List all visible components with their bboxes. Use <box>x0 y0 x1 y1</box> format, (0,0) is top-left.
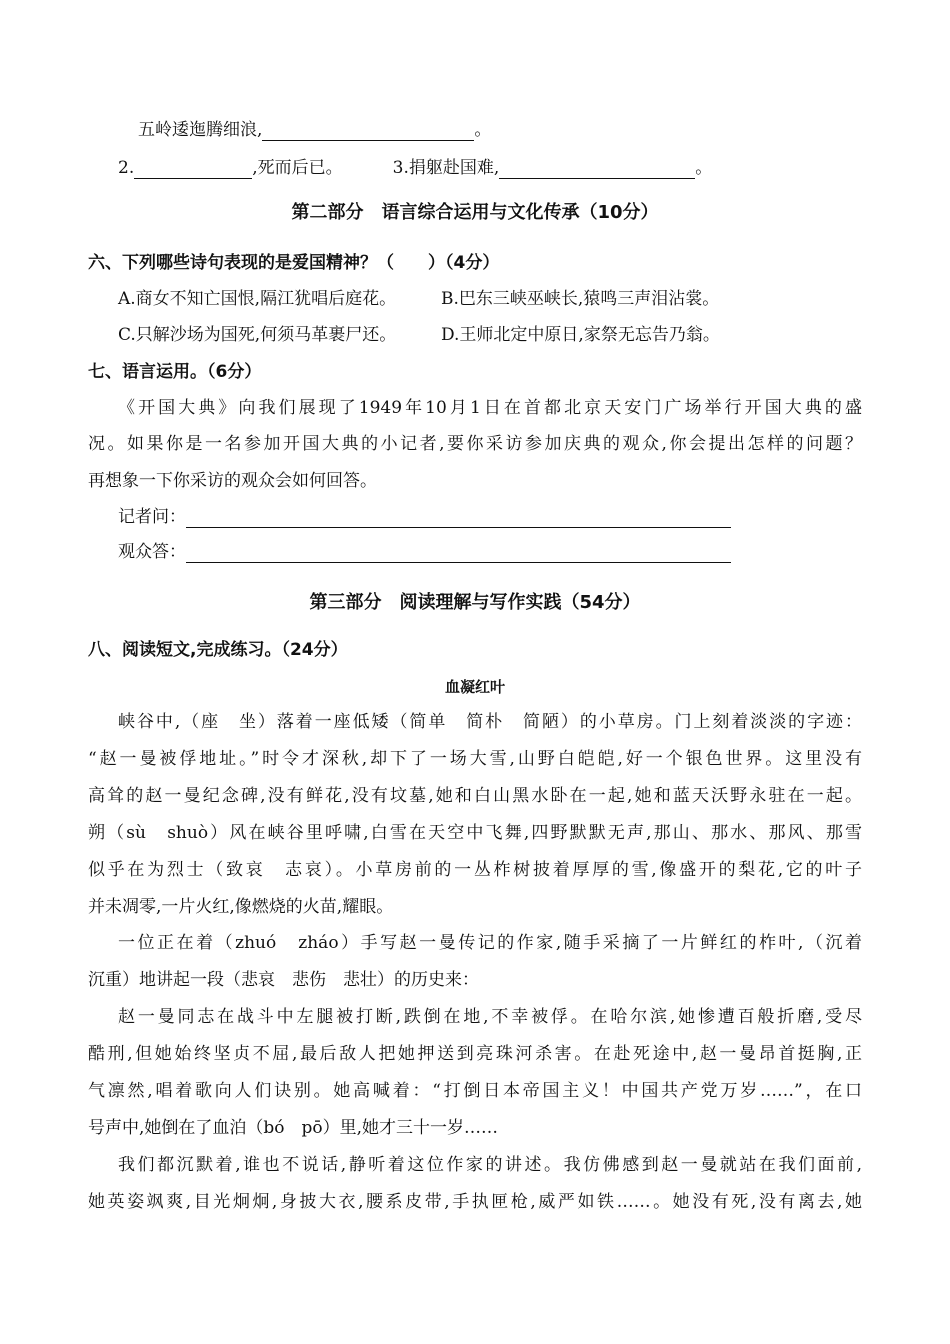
poem-fill-line-2 <box>118 157 712 179</box>
part3-heading: 第三部分 阅读理解与写作实践（54分） <box>309 592 641 613</box>
punctuation: 。 <box>695 158 713 178</box>
poem-text: 3.捐躯赴国难, <box>392 158 500 178</box>
poem-fill-line-1 <box>138 119 491 141</box>
passage-line: 赵一曼同志在战斗中左腿被打断,跌倒在地,不幸被俘。在哈尔滨,她惨遭百般折磨,受尽 <box>118 1007 862 1028</box>
answer-blank[interactable] <box>134 160 252 179</box>
reporter-label: 记者问： <box>118 507 186 527</box>
reporter-question-row <box>118 506 731 528</box>
q6-option-b: B.巴东三峡巫峡长,猿鸣三声泪沾裳。 <box>441 289 720 309</box>
punctuation: 。 <box>474 120 492 140</box>
q6-title: 六、下列哪些诗句表现的是爱国精神？（ ）（4分） <box>88 253 500 273</box>
passage-line: 气凛然,唱着歌向人们诀别。她高喊着：“打倒日本帝国主义！中国共产党万岁……”，在口 <box>88 1081 862 1101</box>
passage-line: 沉重）地讲起一段（悲哀 悲伤 悲壮）的历史来： <box>88 970 479 991</box>
q6-option-d: D.王师北定中原日,家祭无忘告乃翁。 <box>441 325 720 345</box>
passage-line: 号声中,她倒在了血泊（bó pō）里,她才三十一岁…… <box>88 1117 499 1138</box>
reporter-answer-line[interactable] <box>186 509 731 528</box>
passage-line: 我们都沉默着,谁也不说话,静听着这位作家的讲述。我仿佛感到赵一曼就站在我们面前, <box>118 1154 862 1175</box>
passage-line: 高耸的赵一曼纪念碑,没有鲜花,没有坟墓,她和白山黑水卧在一起,她和蓝天沃野永驻在一起。 <box>88 785 862 806</box>
answer-blank[interactable] <box>499 160 695 179</box>
q8-title: 八、阅读短文,完成练习。（24分） <box>88 640 348 660</box>
passage-line: 她英姿飒爽,目光炯炯,身披大衣,腰系皮带,手执匣枪,威严如铁……。她没有死,没有离去,她 <box>88 1191 862 1212</box>
poem-text: 五岭逶迤腾细浪, <box>138 120 263 140</box>
passage-line: 酷刑,但她始终坚贞不屈,最后敌人把她押送到亮珠河杀害。在赴死途中,赵一曼昂首挺胸,正 <box>88 1044 862 1065</box>
q6-option-a: A.商女不知亡国恨,隔江犹唱后庭花。 <box>118 289 397 309</box>
q6-option-c: C.只解沙场为国死,何须马革裹尸还。 <box>118 325 397 345</box>
q7-title: 七、语言运用。（6分） <box>88 362 262 382</box>
passage-line: 峡谷中,（座 坐）落着一座低矮（简单 简朴 简陋）的小草房。门上刻着淡淡的字迹： <box>118 712 862 732</box>
part2-heading: 第二部分 语言综合运用与文化传承（10分） <box>291 202 659 223</box>
passage-line: “赵一曼被俘地址。”时令才深秋,却下了一场大雪,山野白皑皑,好一个银色世界。这里没有 <box>88 748 862 769</box>
passage-line: 一位正在着（zhuó zháo）手写赵一曼传记的作家,随手采摘了一片鲜红的柞叶,（沉着 <box>118 933 862 954</box>
q7-paragraph-line: 《开国大典》向我们展现了1949年10月1日在首都北京天安门广场举行开国大典的盛 <box>118 398 862 418</box>
audience-label: 观众答： <box>118 542 186 562</box>
audience-answer-row <box>118 541 731 563</box>
passage-title: 血凝红叶 <box>444 678 505 696</box>
passage-line: 似乎在为烈士（致哀 志哀）。小草房前的一丛柞树披着厚厚的雪,像盛开的梨花,它的叶子 <box>88 859 862 880</box>
passage-line: 并未凋零,一片火红,像燃烧的火苗,耀眼。 <box>88 896 394 917</box>
q7-paragraph-line: 再想象一下你采访的观众会如何回答。 <box>88 471 377 491</box>
poem-text: ,死而后已。 <box>252 158 343 178</box>
item-number: 2. <box>118 158 135 178</box>
answer-blank[interactable] <box>262 122 474 141</box>
passage-line: 朔（sù shuò）风在峡谷里呼啸,白雪在天空中飞舞,四野默默无声,那山、那水、那风、那雪 <box>88 822 862 843</box>
audience-answer-line[interactable] <box>186 544 731 563</box>
q7-paragraph-line: 况。如果你是一名参加开国大典的小记者,要你采访参加庆典的观众,你会提出怎样的问题？ <box>88 434 862 454</box>
